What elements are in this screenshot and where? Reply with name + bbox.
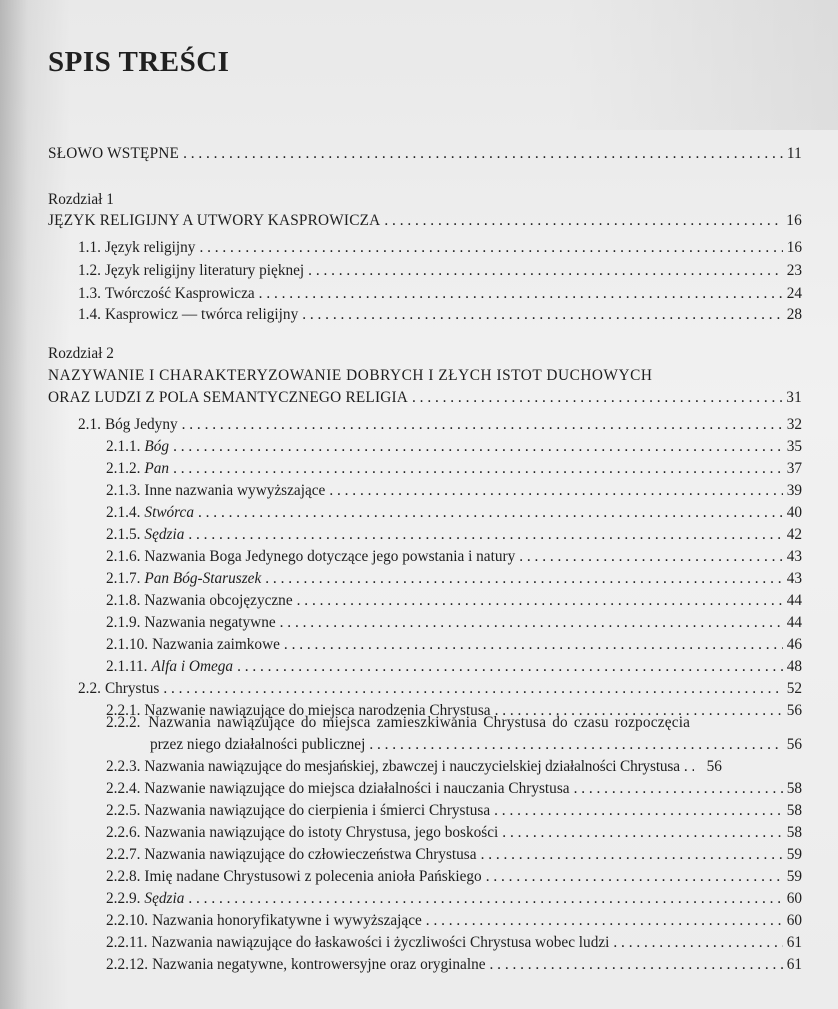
toc-entry-number: 2.2.: [78, 680, 101, 697]
toc-entry-number: 2.2.2.: [106, 714, 141, 731]
toc-entry-number: 2.2.9.: [106, 890, 141, 907]
toc-page-number: 16: [786, 212, 802, 229]
toc-entry-2-1-6[interactable]: [106, 547, 802, 567]
toc-page-number: 48: [786, 658, 802, 675]
toc-entry-title: Imię nadane Chrystusowi z polecenia anioła Pańskiego: [144, 868, 482, 885]
toc-entry-number: 1.3.: [78, 285, 101, 302]
toc-page-number: 46: [786, 636, 802, 653]
toc-entry-2-1[interactable]: [78, 415, 802, 435]
toc-page-number: 58: [786, 824, 802, 841]
toc-entry-1-4[interactable]: [78, 305, 802, 325]
toc-entry-2-1-5[interactable]: [106, 525, 802, 545]
leader-dots: [502, 823, 782, 843]
leader-dots: [519, 547, 782, 567]
toc-entry-title: Nazwania honoryfikatywne i wywyższające: [152, 912, 422, 929]
toc-entry-number: 2.2.4.: [106, 780, 141, 797]
toc-page-number: 39: [786, 482, 802, 499]
toc-entry-number: 2.2.12.: [106, 956, 149, 973]
toc-entry-title: Nazwania negatywne: [144, 614, 276, 631]
toc-page-number: 35: [786, 438, 802, 455]
toc-entry-2-1-4[interactable]: [106, 503, 802, 523]
toc-entry-chapter-1[interactable]: [48, 211, 802, 231]
toc-page-number: 58: [786, 802, 802, 819]
toc-page-number: 59: [786, 868, 802, 885]
toc-entry-number: 2.1.: [78, 416, 101, 433]
toc-page-number: 40: [786, 504, 802, 521]
leader-dots: [494, 801, 783, 821]
toc-page-number: 60: [786, 912, 802, 929]
toc-entry-title: ORAZ LUDZI Z POLA SEMANTYCZNEGO RELIGIA: [48, 389, 409, 406]
toc-page-number: 28: [786, 306, 802, 323]
toc-entry-number: 2.1.4.: [106, 504, 141, 521]
toc-entry-2-2-12[interactable]: [106, 955, 802, 975]
leader-dots: [684, 757, 694, 777]
toc-entry-2-2-5[interactable]: [106, 801, 802, 821]
toc-entry-title: Nazwanie nawiązujące do miejsca narodzenia Chrystusa: [144, 702, 491, 719]
toc-entry-title: Nazwania nawiązujące do łaskawości i życzliwości Chrystusa wobec ludzi: [151, 934, 610, 951]
toc-entry-title: Pan: [144, 460, 170, 477]
toc-entry-number: 2.2.8.: [106, 868, 141, 885]
leader-dots: [173, 459, 783, 479]
leader-dots: [613, 933, 782, 953]
toc-page-number: 61: [786, 934, 802, 951]
toc-page-number: 24: [786, 285, 802, 302]
leader-dots: [486, 867, 783, 887]
leader-dots: [237, 657, 783, 677]
chapter-label: Rozdział 1: [48, 191, 114, 208]
toc-entry-number: 2.2.5.: [106, 802, 141, 819]
toc-page-number: 56: [786, 702, 802, 719]
toc-entry-title: Pan Bóg-Staruszek: [144, 570, 262, 587]
leader-dots: [183, 144, 783, 164]
toc-entry-2-1-10[interactable]: [106, 635, 802, 655]
toc-entry-2-2-3[interactable]: [106, 757, 802, 777]
toc-page-number: 32: [786, 416, 802, 433]
leader-dots: [384, 211, 782, 231]
leader-dots: [308, 261, 783, 281]
toc-entry-2-2-10[interactable]: [106, 911, 802, 931]
leader-dots: [329, 481, 782, 501]
toc-page-number: 42: [786, 526, 802, 543]
toc-page-number: 43: [786, 570, 802, 587]
leader-dots: [188, 889, 782, 909]
toc-page-number: 61: [786, 956, 802, 973]
leader-dots: [173, 437, 783, 457]
toc-entry-2-2[interactable]: [78, 679, 802, 699]
leader-dots: [182, 415, 783, 435]
toc-entry-number: 2.1.8.: [106, 592, 141, 609]
toc-entry-title: Twórczość Kasprowicza: [104, 285, 255, 302]
toc-entry-title: Nazwania nawiązujące do cierpienia i śmierci Chrystusa: [144, 802, 491, 819]
toc-entry-number: 2.2.6.: [106, 824, 141, 841]
toc-entry-number: 2.1.1.: [106, 438, 141, 455]
toc-entry-title: SŁOWO WSTĘPNE: [48, 145, 180, 162]
toc-entry-2-2-11[interactable]: [106, 933, 802, 953]
toc-page-number: 56: [786, 736, 802, 753]
toc-entry-title: Stwórca: [144, 504, 194, 521]
toc-entry-2-2-8[interactable]: [106, 867, 802, 887]
chapter-2-title-line-1: NAZYWANIE I CHARAKTERYZOWANIE DOBRYCH I ZŁYCH ISTOT DUCHOWYCH: [48, 367, 653, 384]
toc-entry-title: Sędzia: [144, 890, 185, 907]
toc-entry-title: Nazwania nawiązujące do istoty Chrystusa, jego boskości: [144, 824, 499, 841]
chapter-label: Rozdział 2: [48, 345, 114, 362]
toc-entry-2-2-9[interactable]: [106, 889, 802, 909]
toc-page-number: 37: [786, 460, 802, 477]
leader-dots: [412, 388, 782, 408]
toc-entry-2-1-8[interactable]: [106, 591, 802, 611]
page-title: SPIS TREŚCI: [48, 46, 230, 78]
toc-page-number: 56: [706, 758, 722, 775]
toc-entry-title: Nazwania zaimkowe: [152, 636, 280, 653]
toc-entry-number: 1.4.: [78, 306, 101, 323]
leader-dots: [188, 525, 782, 545]
toc-page-number: 60: [786, 890, 802, 907]
toc-entry-title: Chrystus: [104, 680, 160, 697]
toc-page-number: 44: [786, 614, 802, 631]
toc-entry-2-1-3[interactable]: [106, 481, 802, 501]
leader-dots: [302, 305, 782, 325]
leader-dots: [481, 845, 783, 865]
toc-entry-2-2-4[interactable]: [106, 779, 802, 799]
toc-entry-chapter-2[interactable]: [48, 388, 802, 408]
toc-entry-number: 2.1.10.: [106, 636, 149, 653]
toc-entry-1-2[interactable]: [78, 261, 802, 281]
toc-entry-2-1-2[interactable]: [106, 459, 802, 479]
toc-page-number: 44: [786, 592, 802, 609]
toc-entry-2-2-7[interactable]: [106, 845, 802, 865]
toc-entry-number: 2.1.5.: [106, 526, 141, 543]
toc-entry-2-2-6[interactable]: [106, 823, 802, 843]
toc-page-number: 58: [786, 780, 802, 797]
toc-entry-number: 2.1.6.: [106, 548, 141, 565]
toc-entry-title: Język religijny literatury pięknej: [104, 262, 305, 279]
toc-page-number: 23: [786, 262, 802, 279]
toc-page-number: 59: [786, 846, 802, 863]
toc-entry-number: 2.1.3.: [106, 482, 141, 499]
toc-page-number: 11: [786, 145, 802, 162]
toc-entry-title: Bóg: [144, 438, 170, 455]
leader-dots: [297, 591, 783, 611]
toc-entry-2-1-11[interactable]: [106, 657, 802, 677]
toc-entry-number: 2.2.11.: [106, 934, 148, 951]
leader-dots: [426, 911, 783, 931]
toc-entry-number: 2.1.7.: [106, 570, 141, 587]
toc-entry-2-2-2[interactable]: [150, 735, 802, 755]
toc-entry-2-1-1[interactable]: [106, 437, 802, 457]
toc-entry-number: 2.2.10.: [106, 912, 149, 929]
toc-entry-intro[interactable]: [48, 144, 802, 164]
leader-dots: [198, 503, 783, 523]
leader-dots: [490, 955, 783, 975]
toc-entry-title: Nazwanie nawiązujące do miejsca działalności i nauczania Chrystusa: [144, 780, 570, 797]
toc-entry-2-1-9[interactable]: [106, 613, 802, 633]
toc-entry-1-3[interactable]: [78, 284, 802, 304]
toc-entry-title: Alfa i Omega: [151, 658, 234, 675]
leader-dots: [369, 735, 782, 755]
toc-entry-title: Nazwania obcojęzyczne: [144, 592, 293, 609]
leader-dots: [284, 635, 783, 655]
bleed-through-shadow: [560, 0, 838, 130]
toc-entry-title-continued: przez niego działalności publicznej: [150, 736, 366, 753]
toc-entry-number: 1.2.: [78, 262, 101, 279]
toc-entry-number: 2.2.1.: [106, 702, 141, 719]
toc-entry-1-1[interactable]: [78, 238, 802, 258]
toc-entry-title: Kasprowicz — twórca religijny: [104, 306, 299, 323]
leader-dots: [574, 779, 783, 799]
toc-entry-title: Nazwania nawiązujące do mesjańskiej, zbawczej i nauczycielskiej działalności Chrystusa: [144, 758, 680, 775]
toc-entry-title: Nazwania Boga Jedynego dotyczące jego powstania i natury: [144, 548, 516, 565]
toc-entry-number: 1.1.: [78, 239, 101, 256]
toc-page-number: 52: [786, 680, 802, 697]
toc-entry-title: Sędzia: [144, 526, 185, 543]
toc-page-number: 16: [786, 239, 802, 256]
leader-dots: [199, 238, 782, 258]
leader-dots: [265, 569, 782, 589]
toc-entry-title: Bóg Jedyny: [104, 416, 178, 433]
toc-entry-title: JĘZYK RELIGIJNY A UTWORY KASPROWICZA: [48, 212, 381, 229]
toc-entry-title: Inne nazwania wywyższające: [144, 482, 326, 499]
toc-entry-title: Nazwania negatywne, kontrowersyjne oraz oryginalne: [152, 956, 486, 973]
toc-entry-number: 2.1.9.: [106, 614, 141, 631]
leader-dots: [163, 679, 782, 699]
toc-page-number: 31: [786, 389, 802, 406]
toc-page-number: 43: [786, 548, 802, 565]
toc-entry-title: Nazwania nawiązujące do miejsca zamieszkiwania Chrystusa do czasu rozpoczęcia: [148, 714, 691, 731]
leader-dots: [259, 284, 783, 304]
toc-entry-title: Język religijny: [104, 239, 196, 256]
toc-entry-number: 2.2.7.: [106, 846, 141, 863]
toc-entry-number: 2.1.2.: [106, 460, 141, 477]
toc-entry-number: 2.1.11.: [106, 658, 148, 675]
toc-entry-2-2-2-line-1[interactable]: [106, 713, 690, 733]
leader-dots: [280, 613, 783, 633]
toc-entry-number: 2.2.3.: [106, 758, 141, 775]
toc-entry-2-1-7[interactable]: [106, 569, 802, 589]
toc-entry-title: Nazwania nawiązujące do człowieczeństwa Chrystusa: [144, 846, 477, 863]
